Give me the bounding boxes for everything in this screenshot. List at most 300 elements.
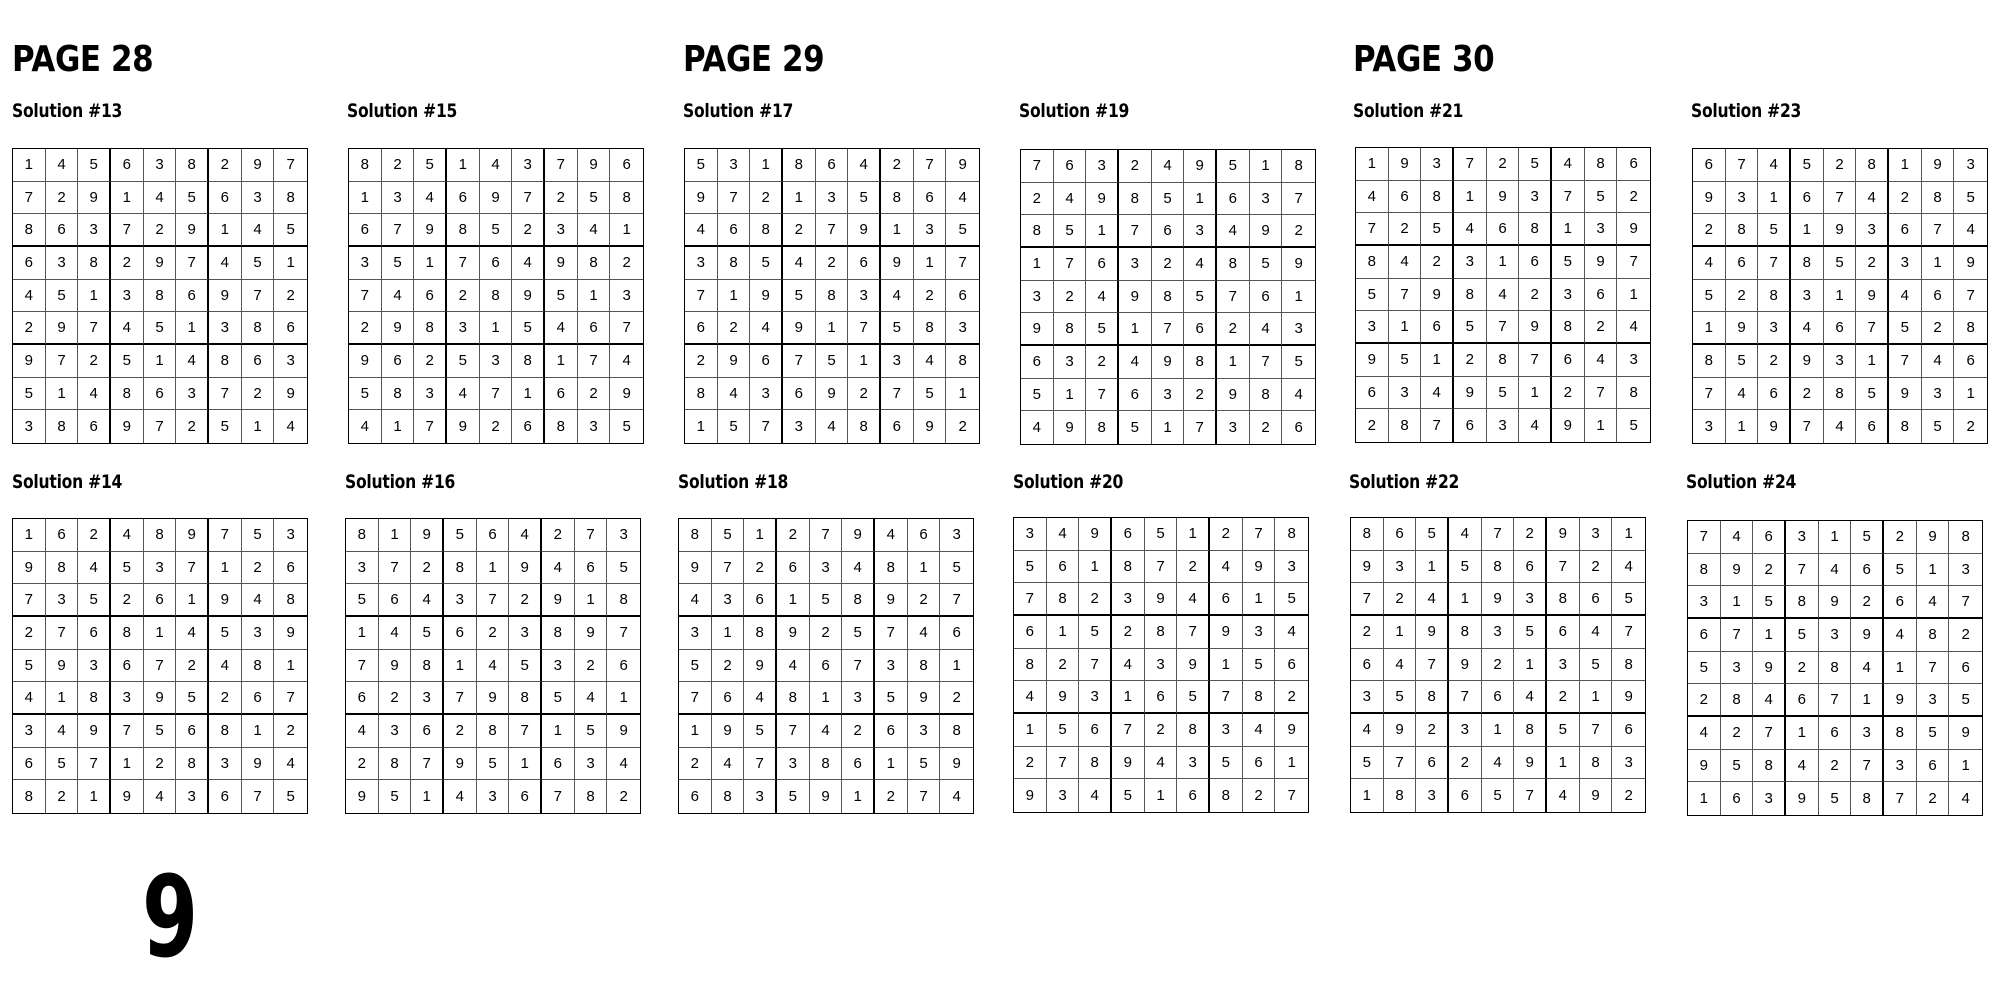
grid-cell: 6 [679,780,712,813]
grid-cell: 3 [176,780,209,813]
grid-cell: 3 [349,247,382,280]
grid-cell: 7 [1819,684,1852,717]
grid-cell: 1 [444,650,477,683]
grid-cell: 3 [242,182,275,215]
grid-cell: 9 [1721,554,1754,587]
grid-cell: 7 [1721,619,1754,652]
grid-cell: 7 [1824,182,1857,215]
grid-cell: 4 [1454,213,1487,246]
grid-cell: 5 [1454,311,1487,344]
grid-cell: 6 [1294,419,1303,437]
grid-cell: 9 [1580,779,1613,812]
grid-cell: 7 [908,780,941,813]
grid-cell: 9 [1753,652,1786,685]
grid-cell: 1 [842,780,875,813]
grid-cell: 7 [1954,280,1987,313]
grid-cell: 1 [480,312,513,345]
grid-cell: 3 [1184,215,1217,248]
grid-cell: 2 [542,519,575,552]
grid-cell: 7 [1416,649,1449,682]
grid-cell: 9 [1693,182,1726,215]
grid-cell: 1 [1014,714,1047,747]
grid-cell: 5 [1356,279,1389,312]
grid-cell: 2 [1384,583,1417,616]
grid-cell: 8 [1449,616,1482,649]
grid-cell: 5 [1047,714,1080,747]
grid-cell: 5 [908,748,941,781]
grid-cell: 7 [1287,787,1296,805]
grid-cell: 4 [718,378,751,411]
grid-cell: 3 [13,715,46,748]
grid-cell: 5 [940,552,973,585]
grid-cell: 8 [1389,409,1422,442]
grid-cell: 3 [1054,346,1087,379]
grid-cell: 3 [1351,681,1384,714]
grid-cell: 5 [13,378,46,411]
grid-cell: 8 [1851,782,1884,815]
grid-cell: 7 [542,780,575,813]
grid-cell: 9 [1889,378,1922,411]
grid-cell: 4 [1416,583,1449,616]
grid-cell: 7 [607,617,640,650]
grid-cell: 4 [946,182,979,215]
grid-cell: 5 [1177,681,1210,714]
grid-cell: 6 [1389,181,1422,214]
grid-cell: 7 [1389,279,1422,312]
grid-cell: 1 [46,682,79,715]
grid-cell: 8 [1086,411,1119,444]
grid-cell: 5 [286,788,295,806]
grid-cell: 4 [444,780,477,813]
grid-cell: 4 [1449,518,1482,551]
grid-cell: 5 [842,617,875,650]
grid-cell: 5 [622,418,631,436]
grid-cell: 3 [1389,377,1422,410]
grid-cell: 8 [1693,345,1726,378]
grid-cell: 7 [1210,681,1243,714]
grid-cell: 4 [1217,215,1250,248]
grid-cell: 6 [1152,215,1185,248]
grid-cell: 6 [176,280,209,313]
grid-cell: 5 [875,682,908,715]
grid-cell: 9 [1612,681,1645,714]
grid-cell: 5 [1819,782,1852,815]
grid-cell: 6 [875,715,908,748]
grid-cell: 3 [607,519,640,552]
grid-cell: 3 [1275,551,1308,584]
grid-cell: 1 [610,214,643,247]
grid-cell: 1 [176,584,209,617]
grid-cell: 2 [176,410,209,443]
grid-cell: 2 [848,378,881,411]
grid-cell: 9 [1449,649,1482,682]
grid-cell: 8 [1416,681,1449,714]
grid-cell: 1 [46,378,79,411]
grid-cell: 3 [881,345,914,378]
grid-cell: 6 [447,182,480,215]
grid-cell: 1 [144,345,177,378]
sudoku-grid-23 [1692,148,1988,444]
grid-cell: 6 [881,410,914,443]
grid-cell: 1 [1726,410,1759,443]
grid-cell: 2 [1243,779,1276,812]
grid-cell: 1 [1243,583,1276,616]
grid-cell: 4 [575,682,608,715]
grid-cell: 9 [1786,782,1819,815]
grid-cell: 2 [346,748,379,781]
grid-cell: 8 [875,552,908,585]
grid-cell: 7 [578,345,611,378]
grid-cell: 5 [46,748,79,781]
grid-cell: 4 [1210,551,1243,584]
grid-cell: 7 [545,149,578,182]
grid-cell: 1 [1416,551,1449,584]
grid-cell: 2 [1966,418,1975,436]
grid-cell: 7 [78,748,111,781]
grid-cell: 5 [575,715,608,748]
grid-cell: 2 [1514,518,1547,551]
grid-cell: 2 [1021,183,1054,216]
grid-cell: 6 [1580,583,1613,616]
grid-cell: 6 [1250,281,1283,314]
grid-cell: 3 [783,410,816,443]
grid-cell: 5 [1449,551,1482,584]
grid-cell: 1 [144,617,177,650]
grid-cell: 4 [1617,311,1650,344]
grid-cell: 2 [783,214,816,247]
grid-cell: 1 [712,617,745,650]
grid-cell: 6 [1416,747,1449,780]
grid-cell: 3 [346,552,379,585]
grid-cell: 9 [1482,583,1515,616]
grid-cell: 6 [1014,616,1047,649]
grid-cell: 3 [1612,747,1645,780]
grid-cell: 7 [1047,747,1080,780]
grid-cell: 5 [1487,377,1520,410]
grid-cell: 6 [940,617,973,650]
grid-cell: 3 [908,715,941,748]
grid-cell: 7 [1145,551,1178,584]
grid-cell: 7 [444,682,477,715]
grid-cell: 1 [908,552,941,585]
grid-cell: 8 [744,617,777,650]
grid-cell: 1 [1617,279,1650,312]
grid-cell: 5 [712,519,745,552]
grid-cell: 8 [1824,378,1857,411]
sudoku-grid-18 [678,518,974,814]
grid-cell: 6 [1184,313,1217,346]
grid-cell: 6 [1275,649,1308,682]
grid-cell: 5 [176,182,209,215]
grid-cell: 8 [444,552,477,585]
grid-cell: 3 [78,650,111,683]
grid-cell: 5 [750,247,783,280]
grid-cell: 4 [286,418,295,436]
grid-cell: 6 [607,650,640,683]
grid-cell: 7 [848,312,881,345]
grid-cell: 1 [1177,518,1210,551]
grid-cell: 6 [1514,551,1547,584]
grid-cell: 8 [1786,586,1819,619]
grid-cell: 5 [13,650,46,683]
grid-cell: 4 [1693,247,1726,280]
grid-cell: 4 [1688,717,1721,750]
grid-cell: 3 [914,214,947,247]
grid-cell: 2 [1079,583,1112,616]
grid-cell: 3 [13,410,46,443]
grid-cell: 2 [1275,681,1308,714]
grid-cell: 8 [1482,551,1515,584]
grid-cell: 9 [349,345,382,378]
grid-cell: 3 [575,748,608,781]
grid-cell: 6 [1851,554,1884,587]
grid-cell: 5 [914,378,947,411]
grid-cell: 4 [875,519,908,552]
grid-cell: 5 [1275,583,1308,616]
grid-cell: 3 [1217,411,1250,444]
grid-cell: 3 [1482,616,1515,649]
grid-cell: 2 [1356,409,1389,442]
grid-cell: 3 [744,780,777,813]
grid-cell: 9 [1184,150,1217,183]
grid-cell: 5 [578,182,611,215]
grid-cell: 9 [480,182,513,215]
grid-cell: 3 [1021,281,1054,314]
grid-cell: 2 [379,682,412,715]
grid-cell: 6 [379,584,412,617]
grid-cell: 3 [1954,149,1987,182]
grid-cell: 2 [1824,149,1857,182]
grid-cell: 4 [545,312,578,345]
grid-cell: 4 [1282,379,1315,412]
grid-cell: 8 [810,748,843,781]
grid-cell: 1 [1856,345,1889,378]
grid-cell: 7 [1856,312,1889,345]
grid-cell: 3 [1580,518,1613,551]
grid-cell: 2 [382,149,415,182]
grid-cell: 8 [1177,714,1210,747]
grid-cell: 7 [1243,518,1276,551]
grid-cell: 1 [242,410,275,443]
grid-cell: 9 [1726,312,1759,345]
grid-cell: 1 [1021,248,1054,281]
grid-cell: 2 [274,280,307,313]
grid-cell: 3 [111,280,144,313]
grid-cell: 9 [1547,518,1580,551]
grid-cell: 3 [447,312,480,345]
grid-cell: 2 [1210,518,1243,551]
grid-cell: 4 [1519,409,1552,442]
grid-cell: 1 [1889,149,1922,182]
grid-cell: 3 [1449,714,1482,747]
grid-cell: 7 [946,247,979,280]
grid-cell: 1 [685,410,718,443]
grid-cell: 3 [144,149,177,182]
grid-cell: 1 [1389,311,1422,344]
grid-cell: 8 [1282,150,1315,183]
grid-cell: 7 [1184,411,1217,444]
grid-cell: 9 [1917,521,1950,554]
solution-15-title: Solution #15 [347,100,458,122]
grid-cell: 9 [346,780,379,813]
grid-cell: 4 [1389,246,1422,279]
grid-cell: 6 [750,345,783,378]
grid-cell: 7 [1356,213,1389,246]
grid-cell: 9 [1851,619,1884,652]
solution-18-title: Solution #18 [678,471,789,493]
grid-cell: 7 [1884,782,1917,815]
grid-cell: 4 [1884,619,1917,652]
grid-cell: 5 [810,584,843,617]
grid-cell: 5 [1514,616,1547,649]
grid-cell: 4 [209,247,242,280]
grid-cell: 8 [908,650,941,683]
grid-cell: 2 [1449,747,1482,780]
grid-cell: 8 [712,780,745,813]
grid-cell: 1 [881,214,914,247]
grid-cell: 2 [1086,346,1119,379]
grid-cell: 8 [379,748,412,781]
grid-cell: 2 [1624,787,1633,805]
grid-cell: 5 [411,617,444,650]
grid-cell: 9 [176,214,209,247]
grid-cell: 9 [1351,551,1384,584]
grid-cell: 1 [1786,717,1819,750]
grid-cell: 5 [777,780,810,813]
grid-cell: 6 [1612,714,1645,747]
grid-cell: 7 [346,650,379,683]
grid-cell: 7 [274,682,307,715]
grid-cell: 9 [940,748,973,781]
grid-cell: 5 [1889,312,1922,345]
grid-cell: 5 [176,682,209,715]
grid-cell: 8 [1184,346,1217,379]
grid-cell: 9 [176,519,209,552]
grid-cell: 8 [411,650,444,683]
grid-cell: 4 [679,584,712,617]
grid-cell: 8 [1454,279,1487,312]
grid-cell: 6 [1922,280,1955,313]
grid-cell: 3 [1514,583,1547,616]
grid-cell: 3 [1547,649,1580,682]
grid-cell: 7 [242,780,275,813]
grid-cell: 4 [750,312,783,345]
grid-cell: 2 [1585,311,1618,344]
grid-cell: 5 [111,552,144,585]
grid-cell: 9 [1112,747,1145,780]
grid-cell: 8 [1356,246,1389,279]
grid-cell: 6 [542,748,575,781]
grid-cell: 7 [1177,616,1210,649]
grid-cell: 6 [1112,518,1145,551]
grid-cell: 7 [1612,616,1645,649]
grid-cell: 6 [346,682,379,715]
grid-cell: 8 [176,149,209,182]
grid-cell: 8 [242,312,275,345]
grid-cell: 9 [144,247,177,280]
grid-cell: 9 [1217,379,1250,412]
grid-cell: 1 [1449,583,1482,616]
grid-cell: 4 [881,280,914,313]
grid-cell: 9 [13,552,46,585]
grid-cell: 4 [810,715,843,748]
grid-cell: 6 [78,617,111,650]
grid-cell: 5 [512,312,545,345]
grid-cell: 6 [908,519,941,552]
grid-cell: 1 [447,149,480,182]
grid-cell: 3 [1112,583,1145,616]
grid-cell: 5 [542,682,575,715]
grid-cell: 8 [209,345,242,378]
grid-cell: 7 [78,312,111,345]
grid-cell: 4 [1856,182,1889,215]
grid-cell: 3 [46,247,79,280]
grid-cell: 5 [685,149,718,182]
grid-cell: 9 [578,149,611,182]
grid-cell: 7 [46,617,79,650]
grid-cell: 2 [1753,554,1786,587]
grid-cell: 9 [444,748,477,781]
grid-cell: 3 [274,345,307,378]
grid-cell: 8 [144,519,177,552]
grid-cell: 9 [509,552,542,585]
grid-cell: 9 [1275,714,1308,747]
grid-cell: 5 [1629,417,1638,435]
grid-cell: 7 [1693,378,1726,411]
grid-cell: 8 [1758,280,1791,313]
grid-cell: 4 [346,715,379,748]
grid-cell: 7 [46,345,79,378]
grid-cell: 2 [1454,344,1487,377]
grid-cell: 6 [1721,782,1754,815]
sudoku-grid-14 [12,518,308,814]
grid-cell: 5 [946,214,979,247]
grid-cell: 1 [1954,378,1987,411]
grid-cell: 1 [1819,521,1852,554]
grid-cell: 6 [685,312,718,345]
grid-cell: 7 [1384,747,1417,780]
grid-cell: 3 [1086,150,1119,183]
grid-cell: 8 [1152,281,1185,314]
grid-cell: 4 [1384,649,1417,682]
grid-cell: 4 [783,247,816,280]
grid-cell: 1 [1454,181,1487,214]
grid-cell: 7 [610,312,643,345]
grid-cell: 1 [13,519,46,552]
grid-cell: 3 [1917,684,1950,717]
grid-cell: 8 [1856,149,1889,182]
grid-cell: 6 [1585,279,1618,312]
grid-cell: 8 [349,149,382,182]
grid-cell: 8 [1250,379,1283,412]
grid-cell: 5 [1079,616,1112,649]
grid-cell: 3 [810,552,843,585]
grid-cell: 9 [78,715,111,748]
grid-cell: 6 [1693,149,1726,182]
grid-cell: 5 [1014,551,1047,584]
grid-cell: 5 [379,780,412,813]
grid-cell: 7 [382,214,415,247]
grid-cell: 7 [1152,313,1185,346]
grid-cell: 6 [1917,750,1950,783]
grid-cell: 2 [1119,150,1152,183]
grid-cell: 9 [777,617,810,650]
grid-cell: 3 [685,247,718,280]
grid-cell: 8 [13,780,46,813]
grid-cell: 6 [1086,248,1119,281]
grid-cell: 7 [1086,379,1119,412]
grid-cell: 6 [1487,213,1520,246]
